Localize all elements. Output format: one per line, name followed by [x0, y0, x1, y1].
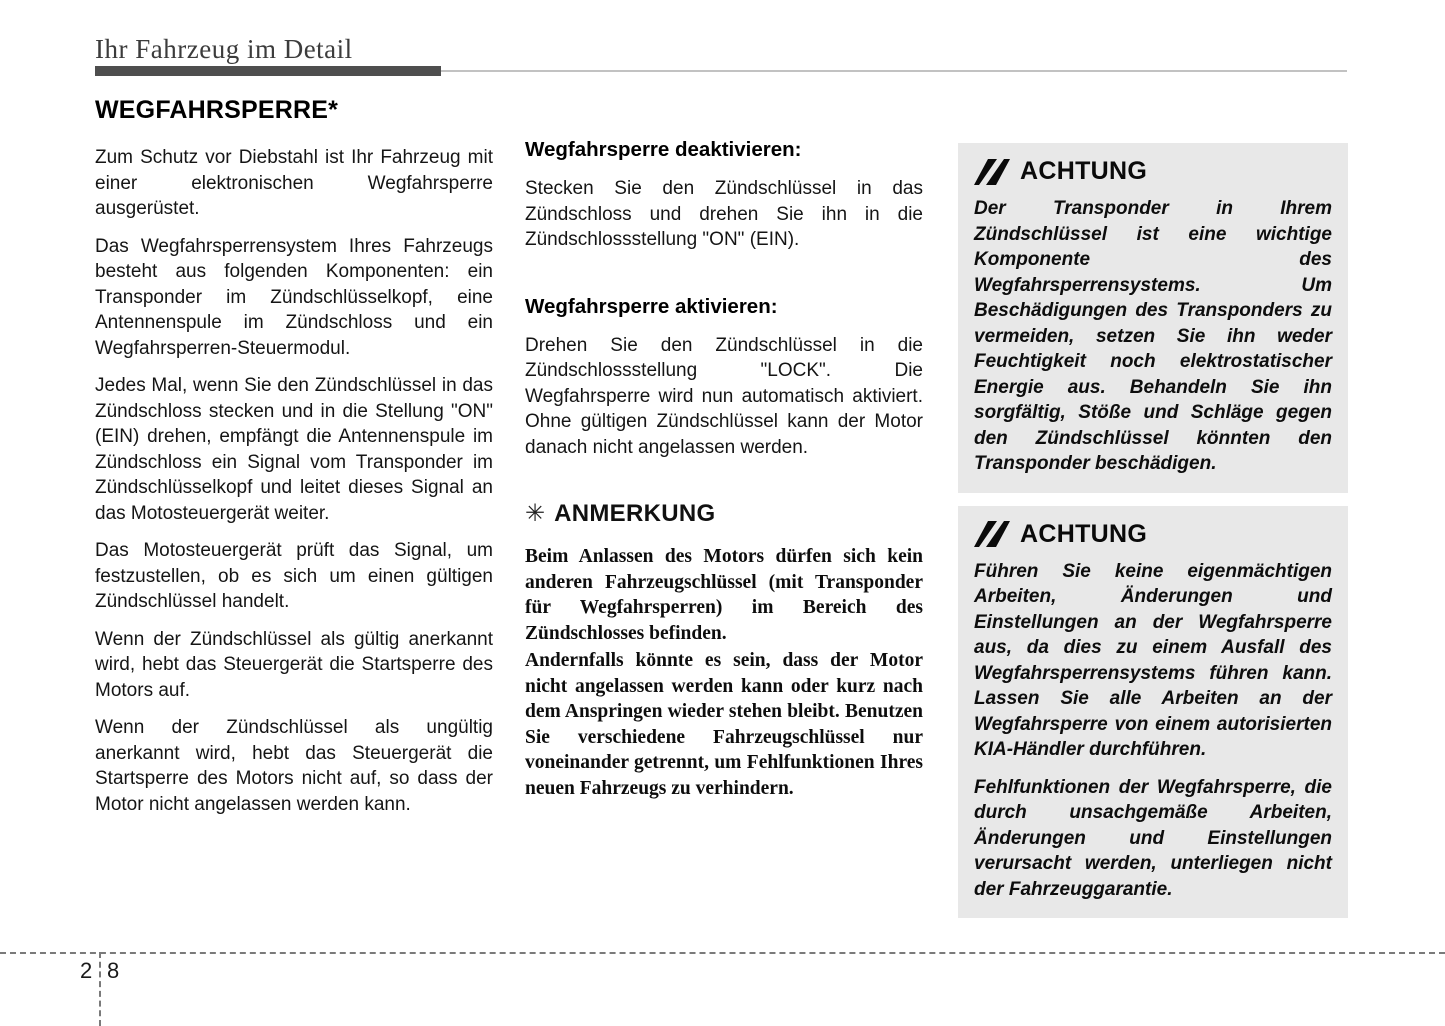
crop-mark-horizontal [0, 952, 1445, 954]
paragraph: Das Motosteuergerät prüft das Signal, um festzustellen, ob es sich um einen gültigen Zündschlüssel handelt. [95, 540, 493, 612]
asterisk-icon: ✳ [525, 500, 546, 527]
subsection-heading-deactivate: Wegfahrsperre deaktivieren: [525, 138, 802, 161]
note-paragraph: Andernfalls könnte es sein, dass der Motor nicht angelassen werden kann oder kurz nach dem Anspringen wieder stehen bleibt. Benutzen Sie verschiedene Fahrzeugschlüssel nur voneinander getrennt, um Fehlfunktionen Ihres neuen Fahrzeugs zu verhindern. [525, 650, 923, 799]
caution-paragraph: Führen Sie keine eigenmächtigen Arbeiten, Änderungen und Einstellungen an der Wegfahrsperre aus, da dies zu einem Ausfall des Wegfahrsperrensystems führen kann. Lassen Sie alle Arbeiten an der Wegfahrsperre von einem autorisierten KIA-Händler durchführen. [974, 560, 1332, 760]
caution-box-1 [958, 143, 1348, 493]
subsection-heading-activate: Wegfahrsperre aktivieren: [525, 294, 778, 318]
caution-paragraph: Der Transponder in Ihrem Zündschlüssel ist eine wichtige Komponente des Wegfahrsperrensystems. Um Beschädigungen des Transponders zu vermeiden, setzen Sie ihn weder Feuchtigkeit noch elektrostatischer Energie aus. Behandeln Sie ihn sorgfältig, Stöße und Schläge gegen den Zündschlüssel könnten den Transponder beschädigen. [974, 198, 1332, 474]
caution-icon [974, 159, 1010, 185]
note-paragraph: Beim Anlassen des Motors dürfen sich kein anderen Fahrzeugschlüssel (mit Transponder für Wegfahrsperren) im Bereich des Zündschlosses befinden. [525, 546, 923, 644]
page-header [95, 34, 353, 65]
caution-heading [974, 520, 1332, 549]
caution-heading [974, 157, 1332, 186]
paragraph: Stecken Sie den Zündschlüssel in das Zündschloss und drehen Sie ihn in die Zündschlossstellung "ON" (EIN). [525, 178, 923, 250]
paragraph: Wenn der Zündschlüssel als ungültig anerkannt wird, hebt das Steuergerät die Startsperre des Motors nicht auf, so dass der Motor nicht angelassen werden kann. [95, 717, 493, 815]
header-bar [95, 66, 441, 76]
spacer [525, 265, 923, 295]
caution-title: ACHTUNG [1020, 157, 1148, 185]
paragraph: Zum Schutz vor Diebstahl ist Ihr Fahrzeug mit einer elektronischen Wegfahrsperre ausgerüstet. [95, 147, 493, 219]
crop-mark-vertical [99, 952, 101, 1026]
column-middle [525, 138, 923, 803]
section-title: WEGFAHRSPERRE* [95, 96, 339, 124]
caution-paragraph: Fehlfunktionen der Wegfahrsperre, die durch unsachgemäße Arbeiten, Änderungen und Einstellungen verursacht werden, unterliegen nicht der Fahrzeuggarantie. [974, 776, 1332, 900]
chapter-number: 2 [80, 958, 93, 983]
column-right [958, 143, 1348, 931]
note-title: ANMERKUNG [554, 500, 716, 527]
page-number-value: 8 [107, 958, 120, 983]
paragraph: Jedes Mal, wenn Sie den Zündschlüssel in das Zündschloss stecken und in die Stellung "ON" (EIN) drehen, empfängt die Antennenspule im Zündschloss ein Signal vom Transponder im Zündschlüsselkopf und leitet dieses Signal an das Motosteuergerät weiter. [95, 375, 493, 524]
chapter-title: Ihr Fahrzeug im Detail [95, 34, 353, 64]
caution-box-2 [958, 506, 1348, 919]
column-left [95, 96, 493, 829]
caution-title: ACHTUNG [1020, 519, 1148, 548]
note-heading [525, 500, 923, 528]
paragraph: Wenn der Zündschlüssel als gültig anerkannt wird, hebt das Steuergerät die Startsperre des Motors auf. [95, 628, 493, 701]
caution-icon [974, 521, 1010, 547]
paragraph: Drehen Sie den Zündschlüssel in die Zündschlossstellung "LOCK". Die Wegfahrsperre wird nun automatisch aktiviert. Ohne gültigen Zündschlüssel kann der Motor danach nicht angelassen werden. [525, 334, 923, 458]
paragraph: Das Wegfahrsperrensystem Ihres Fahrzeugs besteht aus folgenden Komponenten: ein Transponder im Zündschlüsselkopf, eine Antennenspule im Zündschloss und ein Wegfahrsperren-Steuermodul. [95, 235, 493, 359]
